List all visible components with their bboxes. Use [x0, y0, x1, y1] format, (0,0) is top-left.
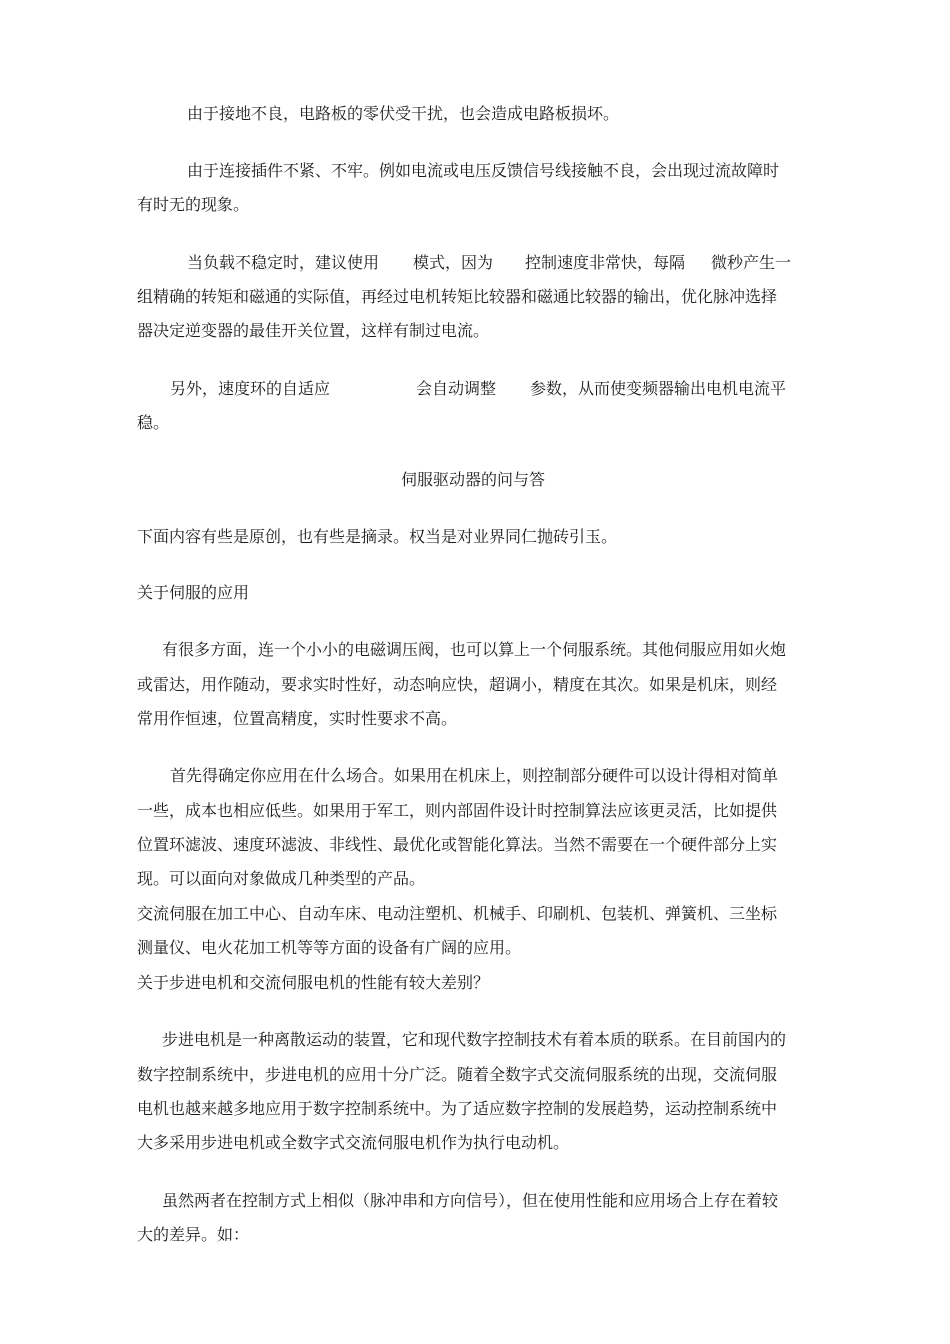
paragraph-connector-line-2: 有时无的现象。	[137, 195, 250, 214]
section-heading: 伺服驱动器的问与答	[401, 470, 546, 489]
paragraph-servo-line-2: 或雷达，用作随动，要求实时性好，动态响应快，超调小，精度在其次。如果是机床，则经	[137, 675, 778, 694]
load-line-1-part-c: 控制速度非常快，每隔	[525, 253, 686, 272]
paragraph-difference-line-2: 大的差异。如：	[137, 1225, 250, 1244]
stepper-vs-servo-title: 关于步进电机和交流伺服电机的性能有较大差别？	[137, 973, 490, 992]
paragraph-grounding-line-1: 由于接地不良，电路板的零伏受干扰，也会造成电路板损坏。	[187, 104, 620, 123]
intro-text: 下面内容有些是原创，也有些是摘录。权当是对业界同仁抛砖引玉。	[137, 527, 618, 546]
paragraph-stepper-line-2: 数字控制系统中，步进电机的应用十分广泛。随着全数字式交流伺服系统的出现，交流伺服	[137, 1065, 778, 1084]
speed-loop-part-c: 参数，从而使变频器输出电机电流平	[530, 379, 787, 398]
load-line-1-part-a: 当负载不稳定时，建议使用	[187, 253, 380, 272]
load-line-1-part-b: 模式，因为	[413, 253, 494, 272]
paragraph-application-line-1: 首先得确定你应用在什么场合。如果用在机床上，则控制部分硬件可以设计得相对简单	[170, 766, 779, 785]
servo-applications-title: 关于伺服的应用	[137, 583, 250, 602]
paragraph-load-line-2: 组精确的转矩和磁通的实际值，再经过电机转矩比较器和磁通比较器的输出，优化脉冲选择	[137, 287, 778, 306]
speed-loop-part-b: 会自动调整	[416, 379, 497, 398]
paragraph-ac-servo-line-2: 测量仪、电火花加工机等等方面的设备有广阔的应用。	[137, 938, 522, 957]
paragraph-stepper-line-1: 步进电机是一种离散运动的装置，它和现代数字控制技术有着本质的联系。在目前国内的	[162, 1030, 787, 1049]
paragraph-application-line-2: 一些，成本也相应低些。如果用于军工，则内部固件设计时控制算法应该更灵活，比如提供	[137, 801, 778, 820]
paragraph-stepper-line-3: 电机也越来越多地应用于数字控制系统中。为了适应数字控制的发展趋势，运动控制系统中	[137, 1099, 778, 1118]
paragraph-speed-loop-line-1	[170, 381, 786, 397]
paragraph-servo-line-3: 常用作恒速，位置高精度，实时性要求不高。	[137, 709, 458, 728]
paragraph-load-line-3: 器决定逆变器的最佳开关位置，这样有制过电流。	[137, 321, 490, 340]
paragraph-ac-servo-line-1: 交流伺服在加工中心、自动车床、电动注塑机、机械手、印刷机、包装机、弹簧机、三坐标	[137, 904, 778, 923]
load-line-1-part-d: 微秒产生一	[711, 253, 792, 272]
paragraph-servo-line-1: 有很多方面，连一个小小的电磁调压阀，也可以算上一个伺服系统。其他伺服应用如火炮	[162, 640, 787, 659]
paragraph-application-line-3: 位置环滤波、速度环滤波、非线性、最优化或智能化算法。当然不需要在一个硬件部分上实	[137, 835, 778, 854]
paragraph-stepper-line-4: 大多采用步进电机或全数字式交流伺服电机作为执行电动机。	[137, 1133, 570, 1152]
paragraph-speed-loop-line-2: 稳。	[137, 413, 170, 432]
paragraph-load-line-1	[187, 255, 791, 271]
paragraph-application-line-4: 现。可以面向对象做成几种类型的产品。	[137, 869, 426, 888]
speed-loop-part-a: 另外，速度环的自适应	[170, 379, 331, 398]
paragraph-difference-line-1: 虽然两者在控制方式上相似（脉冲串和方向信号），但在使用性能和应用场合上存在着较	[162, 1191, 779, 1210]
paragraph-connector-line-1: 由于连接插件不紧、不牢。例如电流或电压反馈信号线接触不良，会出现过流故障时	[187, 161, 780, 180]
